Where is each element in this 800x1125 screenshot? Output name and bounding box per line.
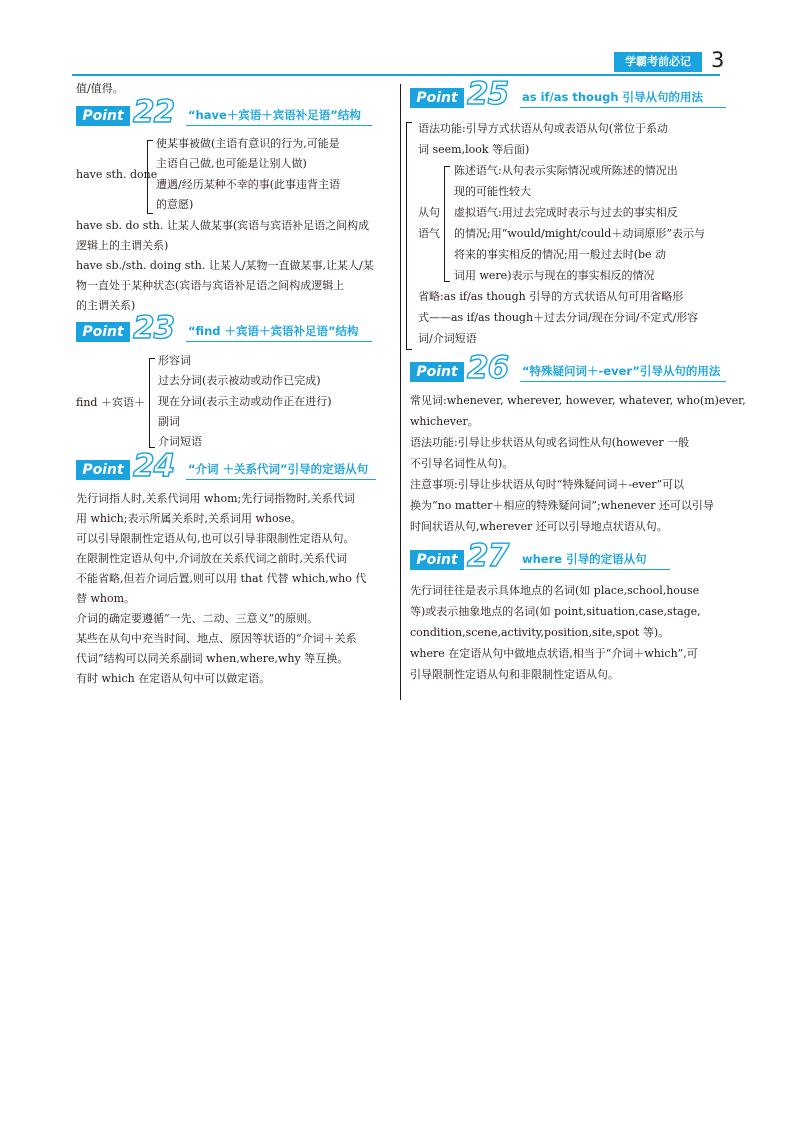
- point-25-heading: [410, 76, 726, 112]
- p26-line: 换为“no matter＋相应的特殊疑问词”;whenever 还可以引导: [410, 499, 714, 512]
- point-number: 24: [133, 448, 175, 484]
- p22-line: have sb./sth. doing sth. 让某人/某物一直做某事,让某人/某: [76, 259, 374, 272]
- heading-rule: [520, 107, 726, 108]
- p26-line: 不引导名词性从句)。: [410, 457, 514, 470]
- p26-line: 常见词:whenever, wherever, however, whatever, who(m)ever,: [410, 394, 746, 407]
- p24-line: 介词的确定要遵循“一先、二动、三意义”的原则。: [76, 612, 319, 625]
- p26-line: 时间状语从句,wherever 还可以引导地点状语从句。: [410, 520, 668, 533]
- p27-line: condition,scene,activity,position,site,spot 等)。: [410, 626, 670, 639]
- p24-line: 用 which;表示所属关系时,关系词用 whose。: [76, 512, 302, 525]
- p26-line: 注意事项:引导让步状语从句时“特殊疑问词＋-ever”可以: [410, 478, 685, 491]
- p23-item: 过去分词(表示被动或动作已完成): [158, 374, 321, 387]
- p22-branch: 的意愿): [156, 198, 194, 211]
- point-27-heading: [410, 538, 710, 574]
- point-26-heading: [410, 350, 726, 386]
- p25-line: 式——as if/as though＋过去分词/现在分词/不定式/形容: [418, 311, 699, 324]
- brace: [149, 358, 155, 448]
- p25-mood-label: 从句: [418, 206, 440, 219]
- p24-line: 替 whom。: [76, 592, 136, 605]
- p25-mood-line: 将来的事实相反的情况;用一般过去时(be 动: [454, 248, 667, 261]
- heading-rule: [186, 341, 372, 342]
- p25-line: 语法功能:引导方式状语从句或表语从句(常位于系动: [418, 122, 668, 135]
- p24-line: 有时 which 在定语从句中可以做定语。: [76, 672, 271, 685]
- p24-line: 代词”结构可以同关系副词 when,where,why 等互换。: [76, 652, 349, 665]
- point-badge: Point: [76, 106, 130, 126]
- p22-line: 逻辑上的主谓关系): [76, 239, 169, 252]
- p22-line: 物一直处于某种状态(宾语与宾语补足语之间构成逻辑上: [76, 279, 345, 292]
- intro-text: 值/值得。: [76, 82, 124, 95]
- point-title: where 引导的定语从句: [522, 552, 647, 566]
- p24-line: 某些在从句中充当时间、地点、原因等状语的“介词＋关系: [76, 632, 357, 645]
- p22-branch: 遭遇/经历某种不幸的事(此事违背主语: [156, 178, 340, 191]
- p27-line: 引导限制性定语从句和非限制性定语从句。: [410, 668, 619, 681]
- p24-line: 可以引导限制性定语从句,也可以引导非限制性定语从句。: [76, 532, 355, 545]
- brace: [406, 122, 412, 350]
- p22-branch: 主语自己做,也可能是让别人做): [156, 157, 307, 170]
- point-number: 27: [467, 538, 509, 574]
- point-24-heading: [76, 448, 376, 484]
- point-title: “特殊疑问词＋-ever”引导从句的用法: [522, 364, 721, 378]
- p27-line: where 在定语从句中做地点状语,相当于“介词＋which”,可: [410, 647, 698, 660]
- heading-rule: [186, 479, 376, 480]
- p25-mood-line: 现的可能性较大: [454, 185, 531, 198]
- p22-branch: 使某事被做(主语有意识的行为,可能是: [156, 137, 340, 150]
- header-rule: [72, 74, 720, 76]
- p27-line: 等)或表示抽象地点的名词(如 point,situation,case,stage,: [410, 605, 701, 618]
- p25-mood-line: 陈述语气:从句表示实际情况或所陈述的情况出: [454, 164, 678, 177]
- point-badge: Point: [410, 88, 464, 108]
- p25-line: 词 seem,look 等后面): [418, 143, 530, 156]
- point-badge: Point: [76, 322, 130, 342]
- brace: [444, 166, 450, 282]
- p23-item: 介词短语: [158, 435, 202, 448]
- p25-line: 省略:as if/as though 引导的方式状语从句可用省略形: [418, 290, 684, 303]
- p24-line: 不能省略,但若介词后置,则可以用 that 代替 which,who 代: [76, 572, 367, 585]
- point-badge: Point: [410, 362, 464, 382]
- point-number: 23: [133, 310, 175, 346]
- heading-rule: [520, 381, 726, 382]
- point-22-heading: [76, 94, 372, 130]
- p26-line: 语法功能:引导让步状语从句或名词性从句(however 一般: [410, 436, 690, 449]
- point-title: “介词 ＋关系代词”引导的定语从句: [188, 462, 369, 476]
- p23-item: 副词: [158, 415, 180, 428]
- point-badge: Point: [410, 550, 464, 570]
- point-title: as if/as though 引导从句的用法: [522, 90, 704, 104]
- p25-mood-label: 语气: [418, 227, 440, 240]
- p25-mood-line: 的情况;用“would/might/could＋动词原形”表示与: [454, 227, 705, 240]
- p24-line: 先行词指人时,关系代词用 whom;先行词指物时,关系代词: [76, 492, 355, 505]
- running-header-tag: 学霸考前必记: [614, 52, 702, 72]
- point-title: “find ＋宾语＋宾语补足语”结构: [188, 324, 359, 338]
- point-number: 26: [467, 350, 509, 386]
- point-title: “have＋宾语＋宾语补足语”结构: [188, 108, 361, 122]
- point-badge: Point: [76, 460, 130, 480]
- brace: [147, 140, 153, 214]
- page-number: 3: [711, 48, 725, 72]
- p22-lead: have sth. done: [76, 168, 158, 181]
- heading-rule: [186, 125, 372, 126]
- p22-line: have sb. do sth. 让某人做某事(宾语与宾语补足语之间构成: [76, 219, 370, 232]
- column-divider: [400, 84, 401, 700]
- point-23-heading: [76, 310, 372, 346]
- p26-line: whichever。: [410, 415, 479, 428]
- p23-item: 现在分词(表示主动或动作正在进行): [158, 395, 332, 408]
- p23-lead: find ＋宾语＋: [76, 396, 145, 409]
- p25-mood-line: 虚拟语气:用过去完成时表示与过去的事实相反: [454, 206, 678, 219]
- p25-mood-line: 词用 were)表示与现在的事实相反的情况: [454, 269, 655, 282]
- p25-line: 词/介词短语: [418, 332, 477, 345]
- heading-rule: [520, 569, 670, 570]
- p22-line: 的主谓关系): [76, 299, 136, 312]
- p24-line: 在限制性定语从句中,介词放在关系代词之前时,关系代词: [76, 552, 347, 565]
- point-number: 25: [467, 76, 509, 112]
- p23-item: 形容词: [158, 354, 191, 367]
- point-number: 22: [133, 94, 175, 130]
- p27-line: 先行词往往是表示具体地点的名词(如 place,school,house: [410, 584, 700, 597]
